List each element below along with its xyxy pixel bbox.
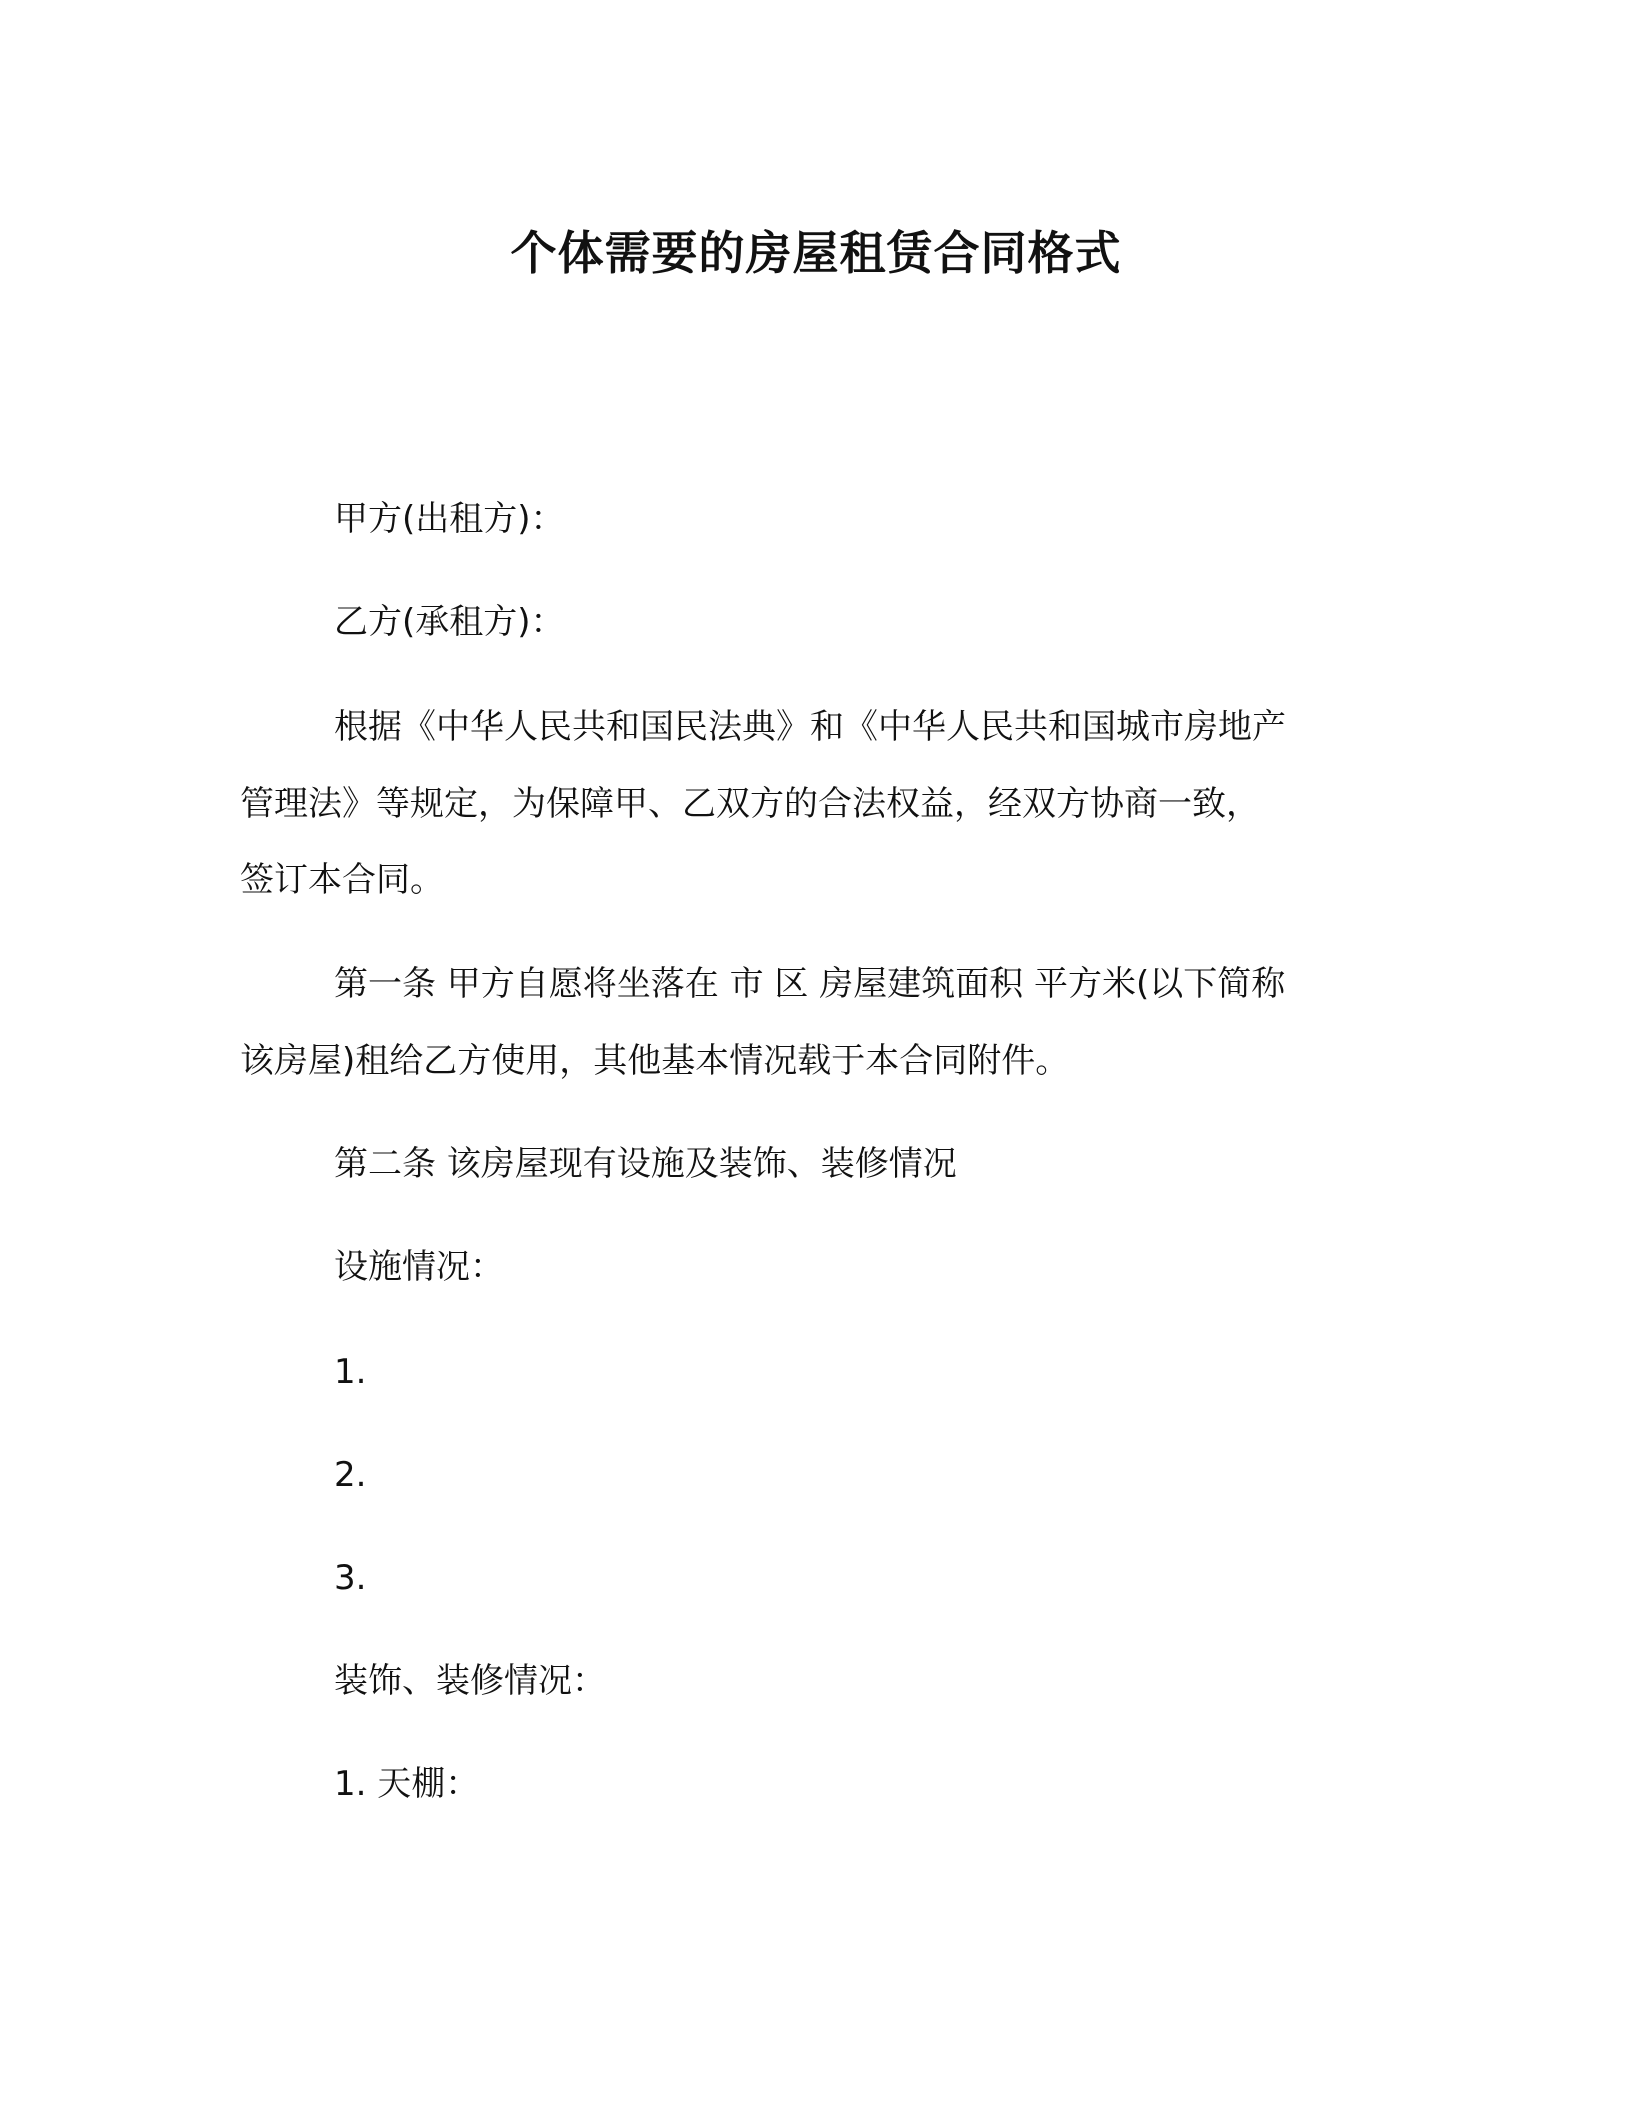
facilities-heading: 设施情况： [334, 1247, 504, 1287]
facilities-item-3: 3. [334, 1558, 367, 1598]
facilities-item-1: 1. [334, 1352, 367, 1392]
facilities-item-2: 2. [334, 1455, 367, 1495]
article-1-line-1: 第一条 甲方自愿将坐落在 市 区 房屋建筑面积 平方米(以下简称 [334, 964, 1286, 1004]
document-title: 个体需要的房屋租赁合同格式 [510, 226, 1122, 280]
decoration-item-ceiling: 1. 天棚： [334, 1764, 480, 1804]
article-1-line-2: 该房屋)租给乙方使用，其他基本情况载于本合同附件。 [240, 1041, 1070, 1081]
preamble-line-1: 根据《中华人民共和国民法典》和《中华人民共和国城市房地产 [334, 707, 1286, 747]
preamble-line-2: 管理法》等规定，为保障甲、乙双方的合法权益，经双方协商一致， [240, 784, 1260, 824]
article-2-heading: 第二条 该房屋现有设施及装饰、装修情况 [334, 1144, 957, 1184]
decoration-heading: 装饰、装修情况： [334, 1661, 606, 1701]
party-a-line: 甲方(出租方)： [334, 499, 565, 539]
party-b-line: 乙方(承租方)： [334, 602, 565, 642]
preamble-line-3: 签订本合同。 [240, 860, 444, 900]
